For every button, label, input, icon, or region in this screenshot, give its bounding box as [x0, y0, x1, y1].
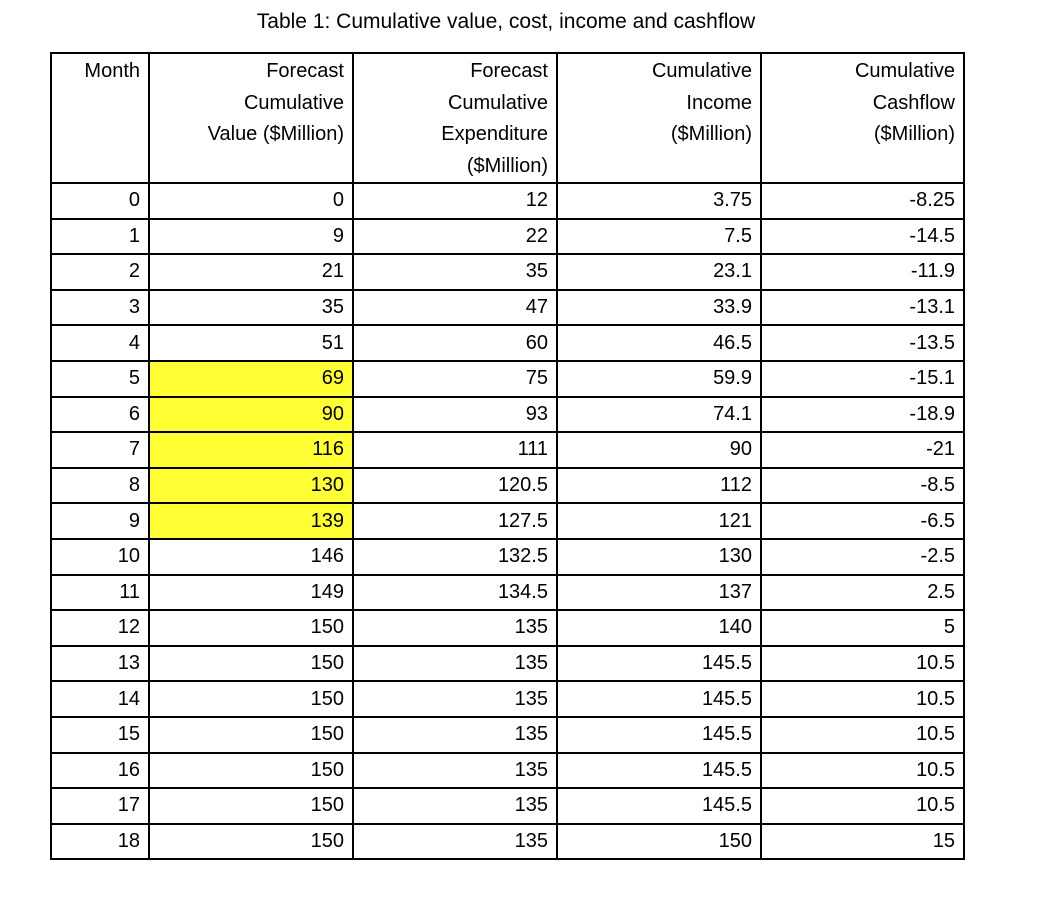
month-cell: 0 — [51, 183, 149, 219]
table-row — [51, 753, 964, 789]
table-row — [51, 717, 964, 753]
month-cell: 8 — [51, 468, 149, 504]
income-cell: 145.5 — [557, 788, 761, 824]
header-month — [51, 53, 149, 183]
income-cell: 137 — [557, 575, 761, 611]
month-cell: 3 — [51, 290, 149, 326]
expenditure-cell: 135 — [353, 753, 557, 789]
income-cell: 145.5 — [557, 753, 761, 789]
cashflow-cell: 10.5 — [761, 681, 964, 717]
header-expenditure-line: Forecast — [470, 60, 548, 82]
month-cell: 4 — [51, 325, 149, 361]
table-row — [51, 397, 964, 433]
month-cell: 12 — [51, 610, 149, 646]
value-cell: 130 — [149, 468, 353, 504]
table-body — [51, 183, 964, 859]
table-row — [51, 539, 964, 575]
income-cell: 3.75 — [557, 183, 761, 219]
income-cell: 59.9 — [557, 361, 761, 397]
value-cell: 21 — [149, 254, 353, 290]
header-cashflow-line: Cumulative — [854, 60, 955, 82]
expenditure-cell: 132.5 — [353, 539, 557, 575]
income-cell: 46.5 — [557, 325, 761, 361]
table-row — [51, 361, 964, 397]
table-row — [51, 681, 964, 717]
header-row — [51, 53, 964, 183]
cashflow-cell: -8.25 — [761, 183, 964, 219]
value-cell: 139 — [149, 503, 353, 539]
cashflow-cell: 10.5 — [761, 788, 964, 824]
value-cell: 116 — [149, 432, 353, 468]
month-cell: 6 — [51, 397, 149, 433]
header-value-line: Value ($Million) — [207, 123, 344, 145]
value-cell: 150 — [149, 681, 353, 717]
month-cell: 2 — [51, 254, 149, 290]
cashflow-cell: -15.1 — [761, 361, 964, 397]
header-expenditure — [353, 53, 557, 183]
income-cell: 121 — [557, 503, 761, 539]
cashflow-cell: -2.5 — [761, 539, 964, 575]
expenditure-cell: 135 — [353, 646, 557, 682]
table-row — [51, 254, 964, 290]
table-row — [51, 610, 964, 646]
month-cell: 1 — [51, 219, 149, 255]
month-cell: 13 — [51, 646, 149, 682]
cashflow-cell: -21 — [761, 432, 964, 468]
header-value-line: Forecast — [266, 60, 344, 82]
expenditure-cell: 135 — [353, 610, 557, 646]
cashflow-cell: -11.9 — [761, 254, 964, 290]
expenditure-cell: 127.5 — [353, 503, 557, 539]
expenditure-cell: 120.5 — [353, 468, 557, 504]
table-row — [51, 646, 964, 682]
month-cell: 5 — [51, 361, 149, 397]
expenditure-cell: 134.5 — [353, 575, 557, 611]
cashflow-cell: 10.5 — [761, 646, 964, 682]
cashflow-cell: 10.5 — [761, 753, 964, 789]
month-cell: 16 — [51, 753, 149, 789]
header-cashflow-line: Cashflow — [872, 91, 955, 114]
cashflow-cell: -8.5 — [761, 468, 964, 504]
month-cell: 18 — [51, 824, 149, 860]
value-cell: 150 — [149, 788, 353, 824]
income-cell: 145.5 — [557, 646, 761, 682]
table-row — [51, 503, 964, 539]
income-cell: 130 — [557, 539, 761, 575]
value-cell: 90 — [149, 397, 353, 433]
expenditure-cell: 135 — [353, 717, 557, 753]
value-cell: 150 — [149, 610, 353, 646]
table-row — [51, 788, 964, 824]
cashflow-cell: 5 — [761, 610, 964, 646]
header-cashflow-line: ($Million) — [873, 123, 955, 145]
cashflow-cell: -14.5 — [761, 219, 964, 255]
expenditure-cell: 35 — [353, 254, 557, 290]
header-income — [557, 53, 761, 183]
table-row — [51, 432, 964, 468]
expenditure-cell: 60 — [353, 325, 557, 361]
cashflow-cell: -13.1 — [761, 290, 964, 326]
header-cashflow — [761, 53, 964, 183]
expenditure-cell: 47 — [353, 290, 557, 326]
cashflow-cell: 15 — [761, 824, 964, 860]
month-cell: 11 — [51, 575, 149, 611]
income-cell: 33.9 — [557, 290, 761, 326]
income-cell: 23.1 — [557, 254, 761, 290]
value-cell: 9 — [149, 219, 353, 255]
table-row — [51, 575, 964, 611]
header-income-line: ($Million) — [670, 123, 752, 145]
header-expenditure-line: Expenditure — [441, 123, 548, 145]
header-month-label: Month — [84, 60, 140, 82]
expenditure-cell: 75 — [353, 361, 557, 397]
expenditure-cell: 22 — [353, 219, 557, 255]
income-cell: 145.5 — [557, 717, 761, 753]
value-cell: 150 — [149, 717, 353, 753]
value-cell: 69 — [149, 361, 353, 397]
header-value-line: Cumulative — [243, 91, 344, 114]
cashflow-cell: 2.5 — [761, 575, 964, 611]
month-cell: 9 — [51, 503, 149, 539]
income-cell: 150 — [557, 824, 761, 860]
income-cell: 112 — [557, 468, 761, 504]
cashflow-cell: -6.5 — [761, 503, 964, 539]
expenditure-cell: 111 — [353, 432, 557, 468]
cashflow-cell: -18.9 — [761, 397, 964, 433]
expenditure-cell: 135 — [353, 788, 557, 824]
value-cell: 51 — [149, 325, 353, 361]
month-cell: 14 — [51, 681, 149, 717]
header-income-line: Income — [686, 91, 752, 114]
month-cell: 7 — [51, 432, 149, 468]
month-cell: 10 — [51, 539, 149, 575]
value-cell: 146 — [149, 539, 353, 575]
header-expenditure-line: ($Million) — [466, 154, 548, 177]
expenditure-cell: 93 — [353, 397, 557, 433]
table-row — [51, 325, 964, 361]
cashflow-table — [50, 52, 965, 860]
value-cell: 150 — [149, 753, 353, 789]
table-row — [51, 468, 964, 504]
table-row — [51, 824, 964, 860]
month-cell: 17 — [51, 788, 149, 824]
expenditure-cell: 135 — [353, 824, 557, 860]
value-cell: 150 — [149, 824, 353, 860]
value-cell: 150 — [149, 646, 353, 682]
header-income-line: Cumulative — [651, 60, 752, 82]
cashflow-cell: -13.5 — [761, 325, 964, 361]
month-cell: 15 — [51, 717, 149, 753]
income-cell: 7.5 — [557, 219, 761, 255]
cashflow-cell: 10.5 — [761, 717, 964, 753]
income-cell: 145.5 — [557, 681, 761, 717]
income-cell: 74.1 — [557, 397, 761, 433]
expenditure-cell: 135 — [353, 681, 557, 717]
value-cell: 35 — [149, 290, 353, 326]
value-cell: 0 — [149, 183, 353, 219]
table-row — [51, 219, 964, 255]
income-cell: 90 — [557, 432, 761, 468]
header-value — [149, 53, 353, 183]
expenditure-cell: 12 — [353, 183, 557, 219]
table-row — [51, 183, 964, 219]
table-caption: Table 1: Cumulative value, cost, income and cashflow — [256, 10, 756, 33]
header-expenditure-line: Cumulative — [447, 91, 548, 114]
income-cell: 140 — [557, 610, 761, 646]
value-cell: 149 — [149, 575, 353, 611]
table-row — [51, 290, 964, 326]
